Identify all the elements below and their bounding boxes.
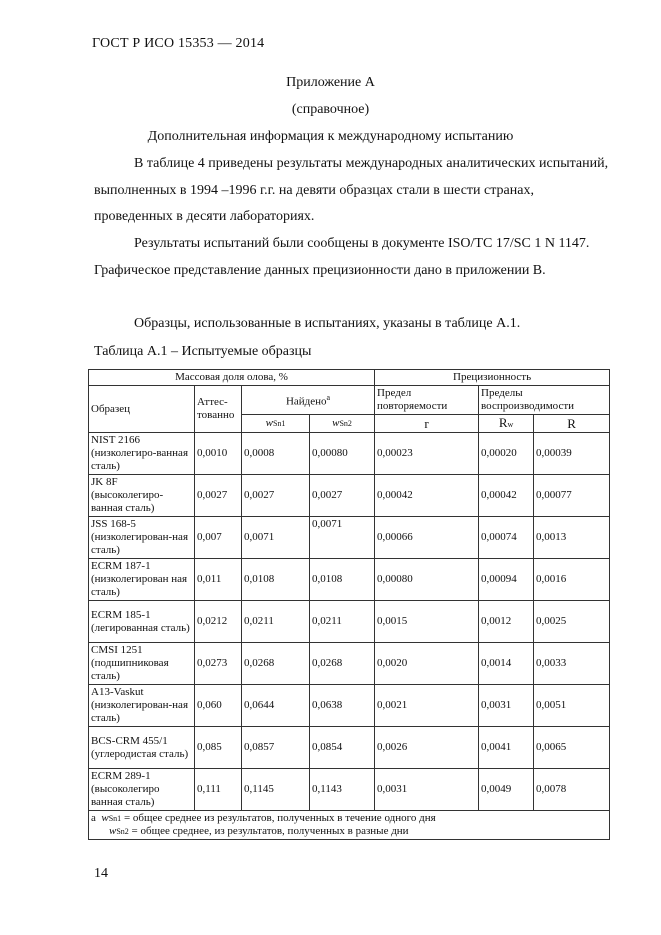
header-mass-fraction: Массовая доля олова, %: [89, 370, 375, 386]
cell-sample: JK 8F (высоколегиро-ванная сталь): [89, 475, 195, 517]
cell-w1: 0,0108: [242, 559, 310, 601]
cell-rw: 0,00074: [479, 517, 534, 559]
ws-symbol: w: [265, 417, 273, 429]
cell-w1: 0,0008: [242, 433, 310, 475]
document-header: ГОСТ Р ИСО 15353 — 2014: [92, 36, 265, 51]
cell-w1: 0,0027: [242, 475, 310, 517]
cell-R: 0,00077: [534, 475, 610, 517]
paragraph-3: Образцы, использованные в испытаниях, указаны в таблице А.1.: [134, 316, 521, 331]
cell-r: 0,0015: [375, 601, 479, 643]
cell-sample: ECRM 185-1 (легированная сталь): [89, 601, 195, 643]
header-precision: Прецизионность: [375, 370, 610, 386]
cell-sample: BCS-CRM 455/1 (углеродистая сталь): [89, 727, 195, 769]
table-row: [89, 727, 610, 769]
cell-R: 0,0065: [534, 727, 610, 769]
footnote-text-2: = общее среднее, из результатов, полученных в разные дни: [131, 825, 409, 837]
paragraph-2: Результаты испытаний были сообщены в документе ISO/TC 17/SC 1 N 1147. Графическое представление данных прецизионности дано в приложении В.: [94, 236, 590, 278]
cell-w1: 0,0268: [242, 643, 310, 685]
header-ws-sn2: [310, 415, 375, 433]
cell-r: 0,00042: [375, 475, 479, 517]
header-sample: Образец: [89, 386, 195, 433]
cell-R: 0,0033: [534, 643, 610, 685]
cell-R: 0,00039: [534, 433, 610, 475]
samples-table: [88, 369, 610, 840]
appendix-subtitle: (справочное): [291, 102, 370, 117]
cell-rw: 0,0049: [479, 769, 534, 811]
header-ws-sn1: [242, 415, 310, 433]
cell-sample: NIST 2166 (низколегиро-ванная сталь): [89, 433, 195, 475]
cell-w2: 0,0211: [310, 601, 375, 643]
ws-symbol: w: [332, 417, 340, 429]
section-title: Дополнительная информация к международному испытанию: [147, 129, 514, 144]
cell-R: 0,0016: [534, 559, 610, 601]
cell-rw: 0,00094: [479, 559, 534, 601]
footnote-text-1: = общее среднее из результатов, полученных в течение одного дня: [123, 812, 436, 824]
header-found-text: Найдено: [285, 395, 327, 408]
table-row: [89, 685, 610, 727]
cell-rw: 0,00020: [479, 433, 534, 475]
footnote-mark: а: [91, 812, 96, 824]
sn2-sub: Sn2: [339, 419, 352, 428]
sn1-sub: Sn1: [272, 419, 286, 428]
cell-cert: 0,0010: [195, 433, 242, 475]
cell-sample: ECRM 187-1 (низколегирован ная сталь): [89, 559, 195, 601]
cell-R: 0,0051: [534, 685, 610, 727]
paragraph-1: В таблице 4 приведены результаты международных аналитических испытаний, выполненных в 1994 –1996 г.г. на девяти образцах стали в шести странах, проведенных в десяти лабораториях.: [94, 156, 609, 224]
table-row: [89, 559, 610, 601]
cell-r: 0,00023: [375, 433, 479, 475]
header-reproducibility: Пределы воспроизводимости: [479, 386, 610, 415]
cell-sample: ECRM 289-1 (высоколегиро ванная сталь): [89, 769, 195, 811]
cell-w1: 0,0644: [242, 685, 310, 727]
cell-cert: 0,085: [195, 727, 242, 769]
rw-symbol: R: [498, 415, 508, 430]
ws-symbol: w: [109, 825, 117, 837]
cell-cert: 0,007: [195, 517, 242, 559]
footnote-line-1: [91, 812, 607, 825]
ws-symbol: w: [101, 812, 109, 824]
cell-w2: 0,00080: [310, 433, 375, 475]
cell-w1: 0,0857: [242, 727, 310, 769]
cell-cert: 0,060: [195, 685, 242, 727]
cell-cert: 0,0027: [195, 475, 242, 517]
table-row: [89, 475, 610, 517]
sn1-sub: Sn1: [108, 814, 122, 823]
cell-cert: 0,011: [195, 559, 242, 601]
cell-r: 0,00066: [375, 517, 479, 559]
cell-R: 0,0078: [534, 769, 610, 811]
cell-w2: 0,0027: [310, 475, 375, 517]
cell-rw: 0,00042: [479, 475, 534, 517]
table-footnote: [89, 811, 610, 840]
table-row: [89, 433, 610, 475]
rw-sub: w: [507, 420, 514, 429]
cell-cert: 0,0273: [195, 643, 242, 685]
footnote-line-2: [91, 825, 607, 838]
cell-w2: 0,0854: [310, 727, 375, 769]
header-R: R: [534, 415, 610, 433]
page-number: 14: [94, 866, 108, 881]
cell-r: 0,0020: [375, 643, 479, 685]
header-rw: [479, 415, 534, 433]
table-title: Таблица А.1 – Испытуемые образцы: [94, 344, 312, 359]
cell-sample: CMSI 1251 (подшипниковая сталь): [89, 643, 195, 685]
cell-r: 0,0021: [375, 685, 479, 727]
cell-cert: 0,111: [195, 769, 242, 811]
header-repeatability: Предел повторяемости: [375, 386, 479, 415]
table-row: [89, 601, 610, 643]
cell-R: 0,0025: [534, 601, 610, 643]
header-found: [242, 386, 375, 415]
cell-w2: 0,0638: [310, 685, 375, 727]
cell-rw: 0,0012: [479, 601, 534, 643]
cell-rw: 0,0041: [479, 727, 534, 769]
cell-w2: 0,1143: [310, 769, 375, 811]
header-certified: Аттес-тованно: [195, 386, 242, 433]
cell-sample: A13-Vaskut (низколегирован-ная сталь): [89, 685, 195, 727]
cell-sample: JSS 168-5 (низколегирован-ная сталь): [89, 517, 195, 559]
header-r: r: [375, 415, 479, 433]
cell-rw: 0,0031: [479, 685, 534, 727]
cell-w2: 0,0108: [310, 559, 375, 601]
header-found-sup: a: [326, 393, 331, 403]
cell-w1: 0,1145: [242, 769, 310, 811]
cell-w2: 0,0071: [310, 517, 375, 559]
cell-rw: 0,0014: [479, 643, 534, 685]
table-row: [89, 517, 610, 559]
table-row: [89, 643, 610, 685]
cell-R: 0,0013: [534, 517, 610, 559]
cell-w1: 0,0071: [242, 517, 310, 559]
cell-r: 0,0026: [375, 727, 479, 769]
table-row: [89, 769, 610, 811]
sn2-sub: Sn2: [116, 827, 129, 836]
cell-r: 0,0031: [375, 769, 479, 811]
cell-w1: 0,0211: [242, 601, 310, 643]
cell-w2: 0,0268: [310, 643, 375, 685]
cell-cert: 0,0212: [195, 601, 242, 643]
appendix-title: Приложение А: [286, 75, 375, 90]
cell-r: 0,00080: [375, 559, 479, 601]
